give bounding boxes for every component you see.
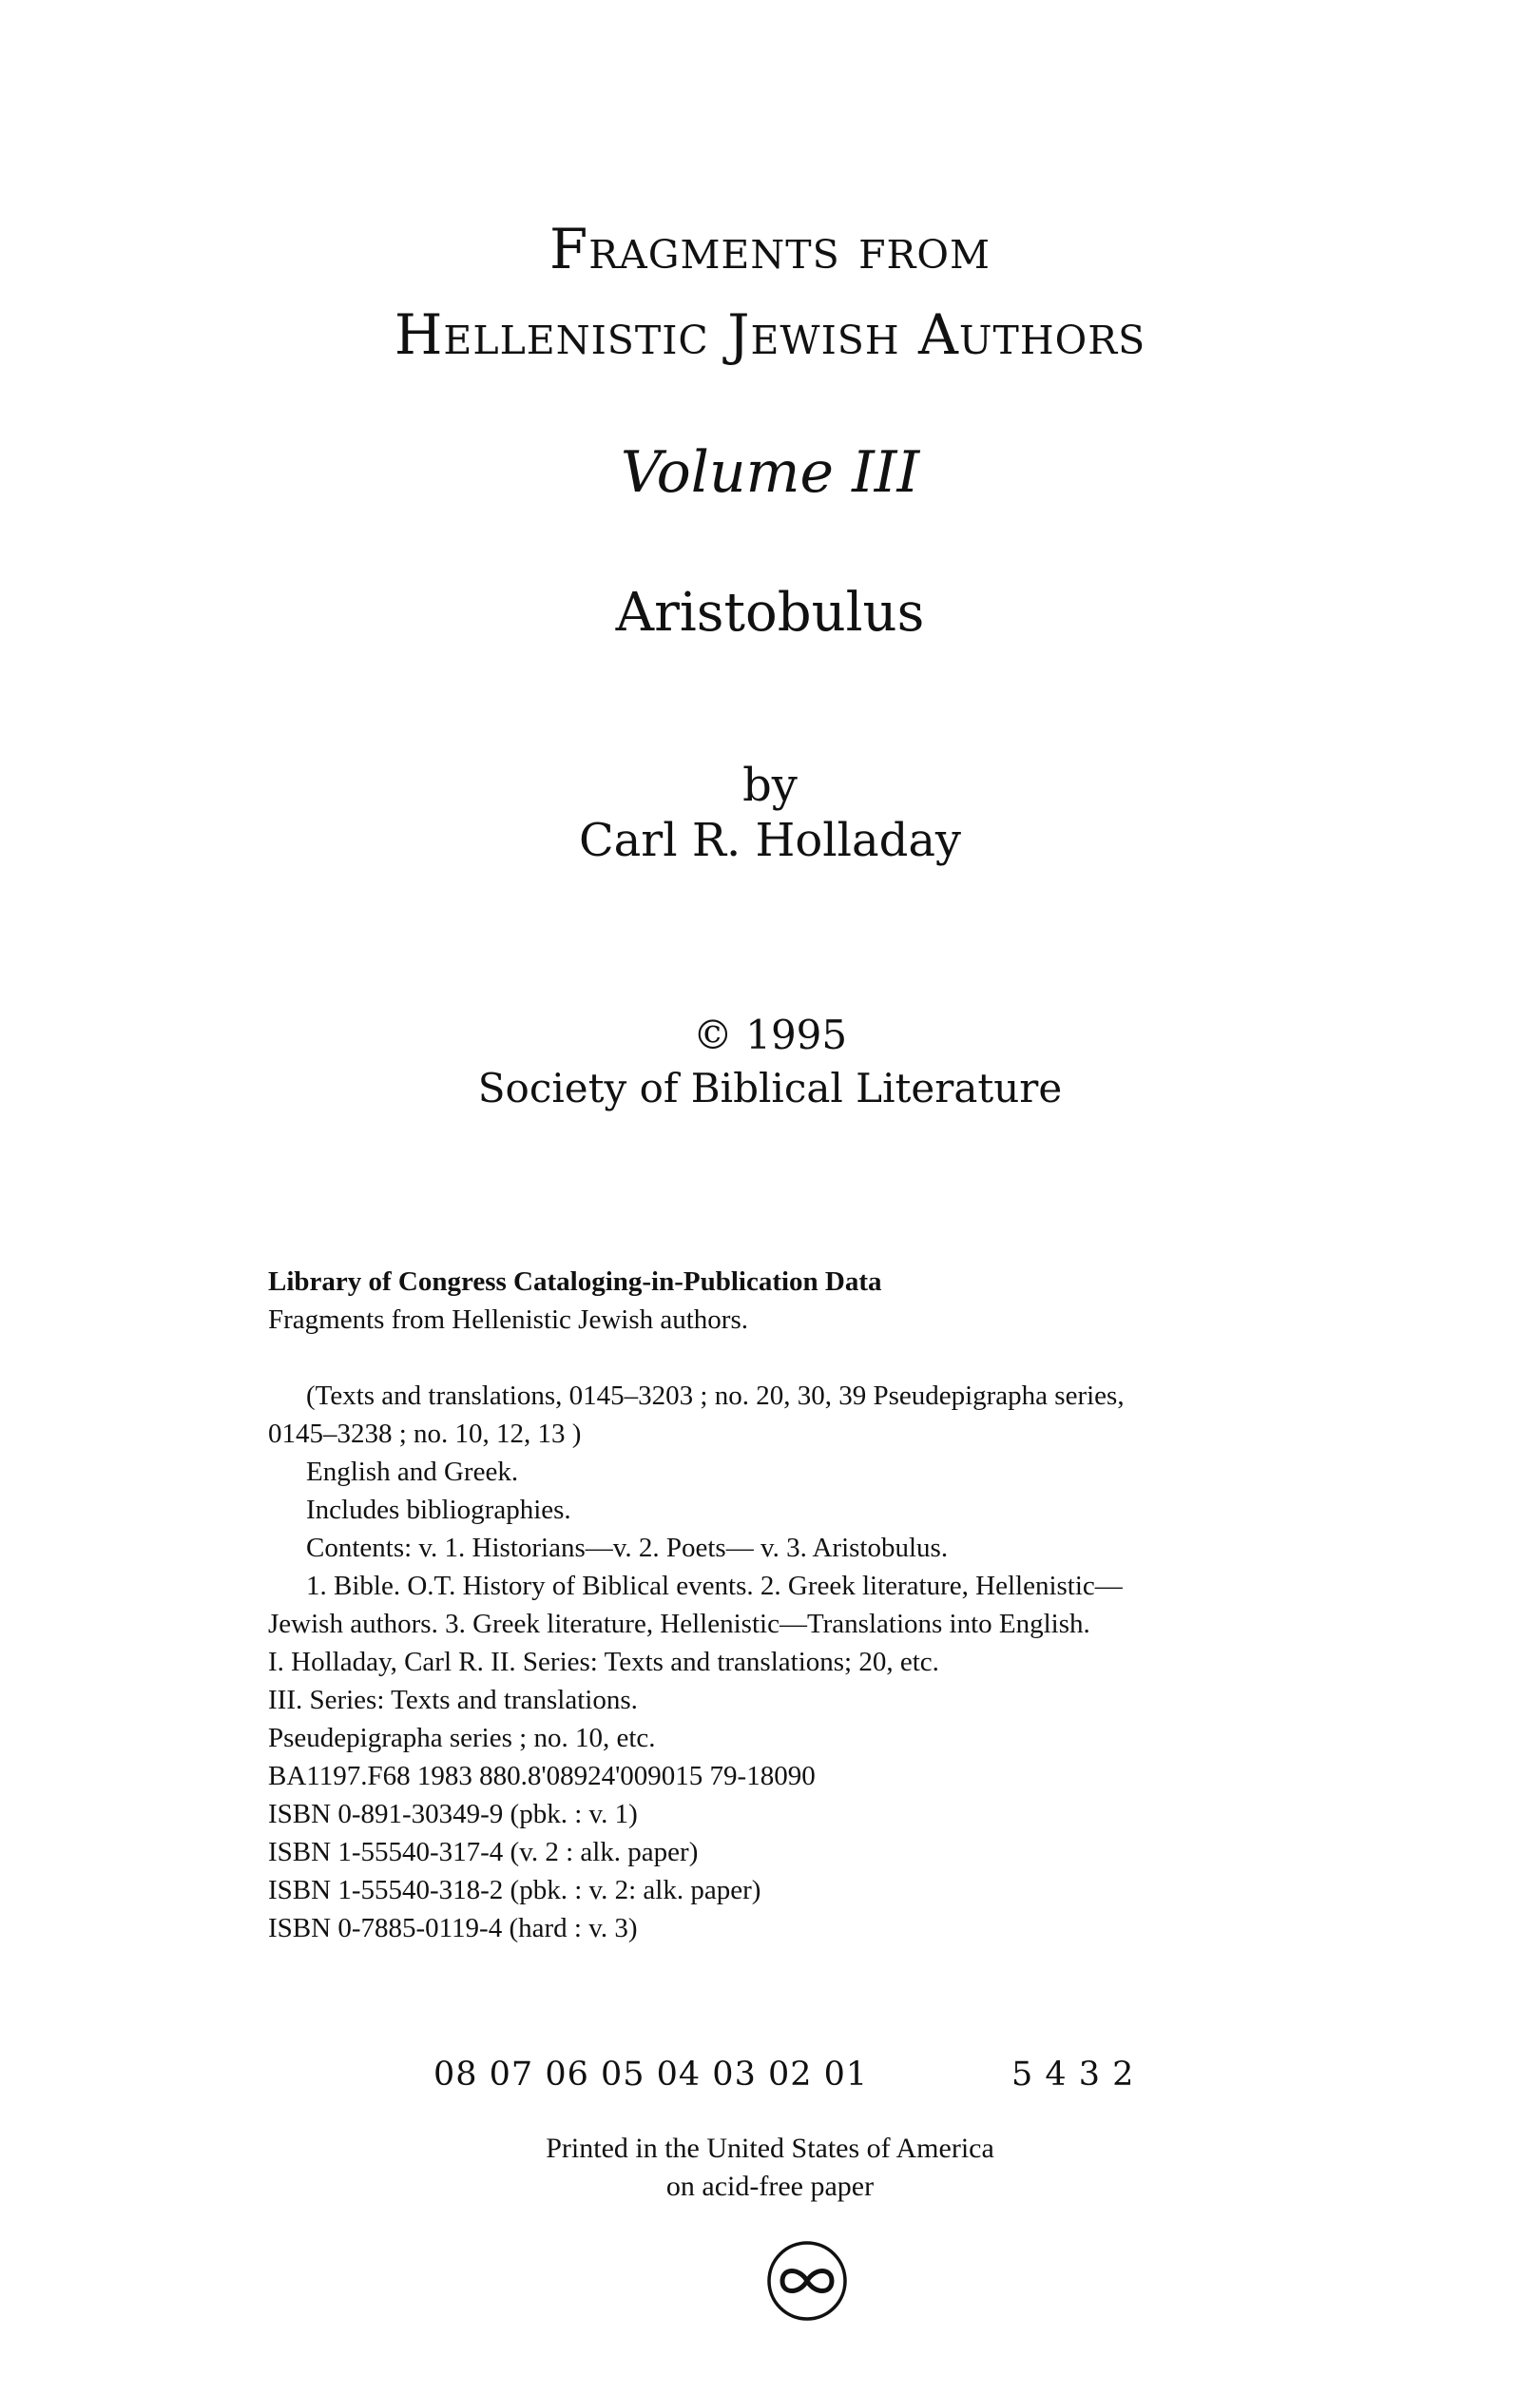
by-label: by — [742, 759, 798, 812]
cip-call-number: BA1197.F68 1983 880.8'08924'009015 79-18090 — [268, 1761, 816, 1791]
printing-note — [0, 2130, 1540, 2206]
cip-line: Pseudepigrapha series ; no. 10, etc. — [268, 1723, 656, 1753]
print-year-line: 08 07 06 05 04 03 02 01 — [433, 2056, 869, 2094]
cataloging-in-publication-data — [268, 1263, 1314, 1947]
volume-number: Volume III — [620, 439, 920, 506]
cip-isbn: ISBN 1-55540-317-4 (v. 2 : alk. paper) — [268, 1837, 699, 1867]
cip-line: III. Series: Texts and translations. — [268, 1685, 638, 1715]
cip-line: English and Greek. — [306, 1457, 519, 1487]
cip-isbn: ISBN 0-7885-0119-4 (hard : v. 3) — [268, 1913, 638, 1943]
cip-main-title: Fragments from Hellenistic Jewish authors. — [268, 1304, 748, 1335]
cip-line: I. Holladay, Carl R. II. Series: Texts and translations; 20, etc. — [268, 1647, 939, 1677]
print-impression-line: 5 4 3 2 — [1011, 2056, 1135, 2094]
book-title-line-1: Fragments from — [549, 217, 991, 281]
cip-heading: Library of Congress Cataloging-in-Publication Data — [268, 1266, 882, 1297]
cip-line: (Texts and translations, 0145–3203 ; no. 20, 30, 39 Pseudepigrapha series, — [306, 1381, 1125, 1411]
cip-line: Includes bibliographies. — [306, 1495, 571, 1525]
cip-line: Jewish authors. 3. Greek literature, Hellenistic—Translations into English. — [268, 1609, 1090, 1639]
cip-line: 1. Bible. O.T. History of Biblical events. 2. Greek literature, Hellenistic— — [306, 1571, 1123, 1601]
cip-line: Contents: v. 1. Historians—v. 2. Poets— v. 3. Aristobulus. — [306, 1533, 949, 1563]
paper-note: on acid-free paper — [665, 2171, 875, 2202]
copyright-year: © 1995 — [692, 1012, 848, 1058]
publisher-name: Society of Biblical Literature — [477, 1065, 1063, 1111]
cip-isbn: ISBN 1-55540-318-2 (pbk. : v. 2: alk. paper) — [268, 1875, 761, 1905]
infinity-symbol-icon — [765, 2239, 849, 2323]
volume-subject: Aristobulus — [615, 582, 925, 644]
cip-isbn: ISBN 0-891-30349-9 (pbk. : v. 1) — [268, 1799, 638, 1829]
book-title-line-2: Hellenistic Jewish Authors — [394, 302, 1146, 367]
cip-line: 0145–3238 ; no. 10, 12, 13 ) — [268, 1419, 582, 1449]
printed-in-country: Printed in the United States of America — [546, 2133, 994, 2164]
author-name: Carl R. Holladay — [578, 814, 962, 867]
